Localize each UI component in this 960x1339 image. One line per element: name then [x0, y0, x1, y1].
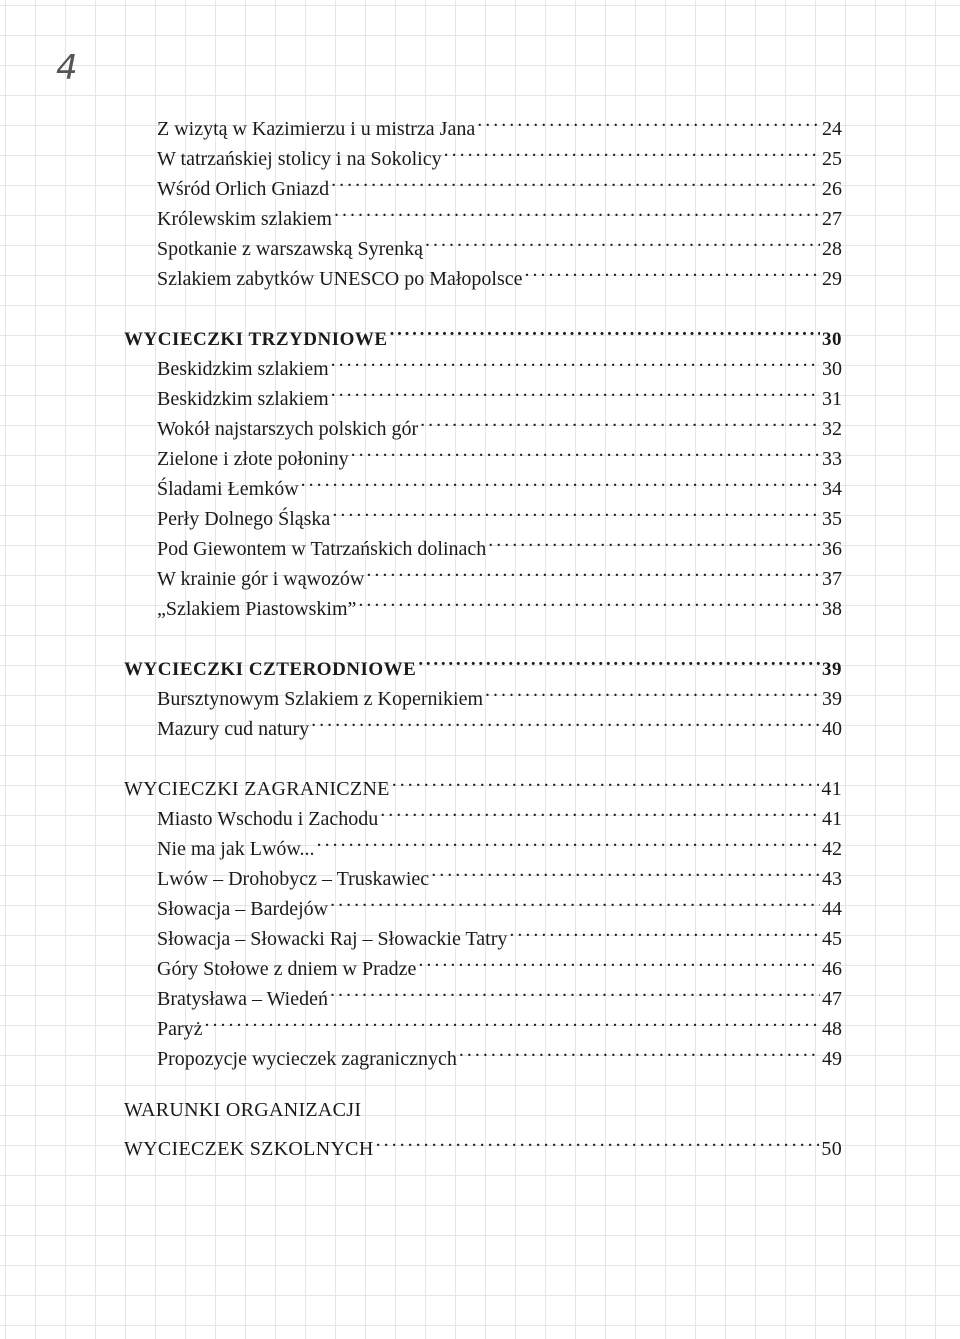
toc-entry-title: Bursztynowym Szlakiem z Kopernikiem	[157, 688, 484, 710]
toc-entry-title: Nie ma jak Lwów...	[157, 838, 315, 860]
dot-leader	[485, 675, 820, 705]
dot-leader	[330, 885, 820, 915]
dot-leader	[525, 255, 821, 285]
toc-entry-page: 49	[822, 1048, 842, 1070]
toc-entry-title: Królewskim szlakiem	[157, 208, 332, 230]
toc-entry-title: Propozycje wycieczek zagranicznych	[157, 1048, 457, 1070]
toc-entry-title: Beskidzkim szlakiem	[157, 358, 329, 380]
toc-entry-title: Mazury cud natury	[157, 718, 310, 740]
dot-leader	[376, 1125, 820, 1155]
dot-leader	[358, 585, 820, 615]
toc-section-page: 41	[821, 778, 842, 800]
toc-entry-title: Góry Stołowe z dniem w Pradze	[157, 958, 417, 980]
dot-leader	[330, 975, 820, 1005]
dot-leader	[418, 645, 820, 675]
toc-entry-page: 42	[822, 838, 842, 860]
toc-entry-title: W krainie gór i wąwozów	[157, 568, 365, 590]
toc-entry-page: 25	[822, 148, 842, 170]
toc-entry-title: W tatrzańskiej stolicy i na Sokolicy	[157, 148, 442, 170]
toc-entry-title: Perły Dolnego Śląska	[157, 508, 331, 530]
toc-section-title-line2: WYCIECZEK SZKOLNYCH	[124, 1138, 374, 1160]
page-number: 4	[56, 48, 78, 88]
toc-entry-page: 30	[822, 358, 842, 380]
toc-section-title: WYCIECZKI TRZYDNIOWE	[124, 329, 388, 350]
toc-entry-page: 33	[822, 448, 842, 470]
toc-entry-title: „Szlakiem Piastowskim”	[157, 598, 357, 620]
dot-leader	[317, 825, 820, 855]
toc-entry-title: Miasto Wschodu i Zachodu	[157, 808, 379, 830]
toc-entry-page: 37	[822, 568, 842, 590]
toc-entry-page: 43	[822, 868, 842, 890]
toc-entry-page: 27	[822, 208, 842, 230]
toc-section-heading[interactable]	[124, 1095, 842, 1125]
toc-entry-title: Spotkanie z warszawską Syrenką	[157, 238, 424, 260]
dot-leader	[488, 525, 820, 555]
dot-leader	[311, 705, 820, 735]
dot-leader	[331, 345, 820, 375]
toc-entry-page: 36	[822, 538, 842, 560]
toc-entry-title: Zielone i złote połoniny	[157, 448, 349, 470]
dot-leader	[331, 165, 820, 195]
toc-entry-title: Śladami Łemków	[157, 478, 299, 500]
toc-section-title: WYCIECZKI ZAGRANICZNE	[124, 778, 390, 800]
dot-leader	[390, 315, 820, 345]
toc-entry-page: 32	[822, 418, 842, 440]
toc-entry-page: 48	[822, 1018, 842, 1040]
table-of-contents	[124, 105, 842, 1160]
dot-leader	[334, 195, 820, 225]
toc-entry-title: Słowacja – Bardejów	[157, 898, 329, 920]
toc-entry[interactable]	[124, 1005, 842, 1040]
toc-entry-title: Szlakiem zabytków UNESCO po Małopolsce	[157, 268, 523, 290]
dot-leader	[459, 1035, 820, 1065]
dot-leader	[205, 1005, 820, 1035]
toc-section-heading[interactable]	[124, 645, 842, 680]
toc-entry[interactable]	[124, 1035, 842, 1070]
dot-leader	[509, 915, 820, 945]
toc-entry-page: 47	[822, 988, 842, 1010]
toc-section-page: 50	[821, 1138, 842, 1160]
toc-entry-page: 31	[822, 388, 842, 410]
toc-section-heading[interactable]	[124, 315, 842, 350]
toc-entry-title: Bratysława – Wiedeń	[157, 988, 328, 1010]
toc-entry-page: 40	[822, 718, 842, 740]
toc-entry-title: Beskidzkim szlakiem	[157, 388, 329, 410]
toc-entry-page: 28	[822, 238, 842, 260]
dot-leader	[418, 945, 820, 975]
dot-leader	[392, 765, 820, 795]
dot-leader	[431, 855, 820, 885]
toc-section-title: WYCIECZKI CZTERODNIOWE	[124, 659, 417, 680]
toc-entry-title: Lwów – Drohobycz – Truskawiec	[157, 868, 430, 890]
toc-entry-title: Z wizytą w Kazimierzu i u mistrza Jana	[157, 118, 476, 140]
dot-leader	[420, 405, 820, 435]
toc-entry-title: Słowacja – Słowacki Raj – Słowackie Tatry	[157, 928, 508, 950]
toc-entry-page: 41	[822, 808, 842, 830]
toc-entry-title: Pod Giewontem w Tatrzańskich dolinach	[157, 538, 487, 560]
dot-leader	[477, 105, 820, 135]
toc-entry-page: 26	[822, 178, 842, 200]
toc-entry-page: 34	[822, 478, 842, 500]
toc-entry-page: 39	[822, 688, 842, 710]
dot-leader	[380, 795, 820, 825]
toc-entry-page: 38	[822, 598, 842, 620]
toc-entry-title: Wokół najstarszych polskich gór	[157, 418, 419, 440]
toc-section-page: 30	[822, 329, 842, 350]
dot-leader	[301, 465, 820, 495]
dot-leader	[444, 135, 820, 165]
toc-entry-title: Paryż	[157, 1018, 203, 1040]
dot-leader	[331, 375, 820, 405]
dot-leader	[332, 495, 820, 525]
toc-section-heading[interactable]	[124, 1125, 842, 1160]
toc-entry-title: Wśród Orlich Gniazd	[157, 178, 330, 200]
toc-section-heading[interactable]	[124, 765, 842, 800]
toc-entry-page: 45	[822, 928, 842, 950]
dot-leader	[366, 555, 820, 585]
toc-entry-page: 24	[822, 118, 842, 140]
dot-leader	[351, 435, 820, 465]
toc-section-page: 39	[822, 659, 842, 680]
toc-entry-page: 46	[822, 958, 842, 980]
toc-entry-page: 35	[822, 508, 842, 530]
toc-section-title-line1: WARUNKI ORGANIZACJI	[124, 1099, 362, 1121]
toc-entry-page: 29	[822, 268, 842, 290]
toc-entry-page: 44	[822, 898, 842, 920]
dot-leader	[425, 225, 820, 255]
toc-entry[interactable]	[124, 105, 842, 140]
